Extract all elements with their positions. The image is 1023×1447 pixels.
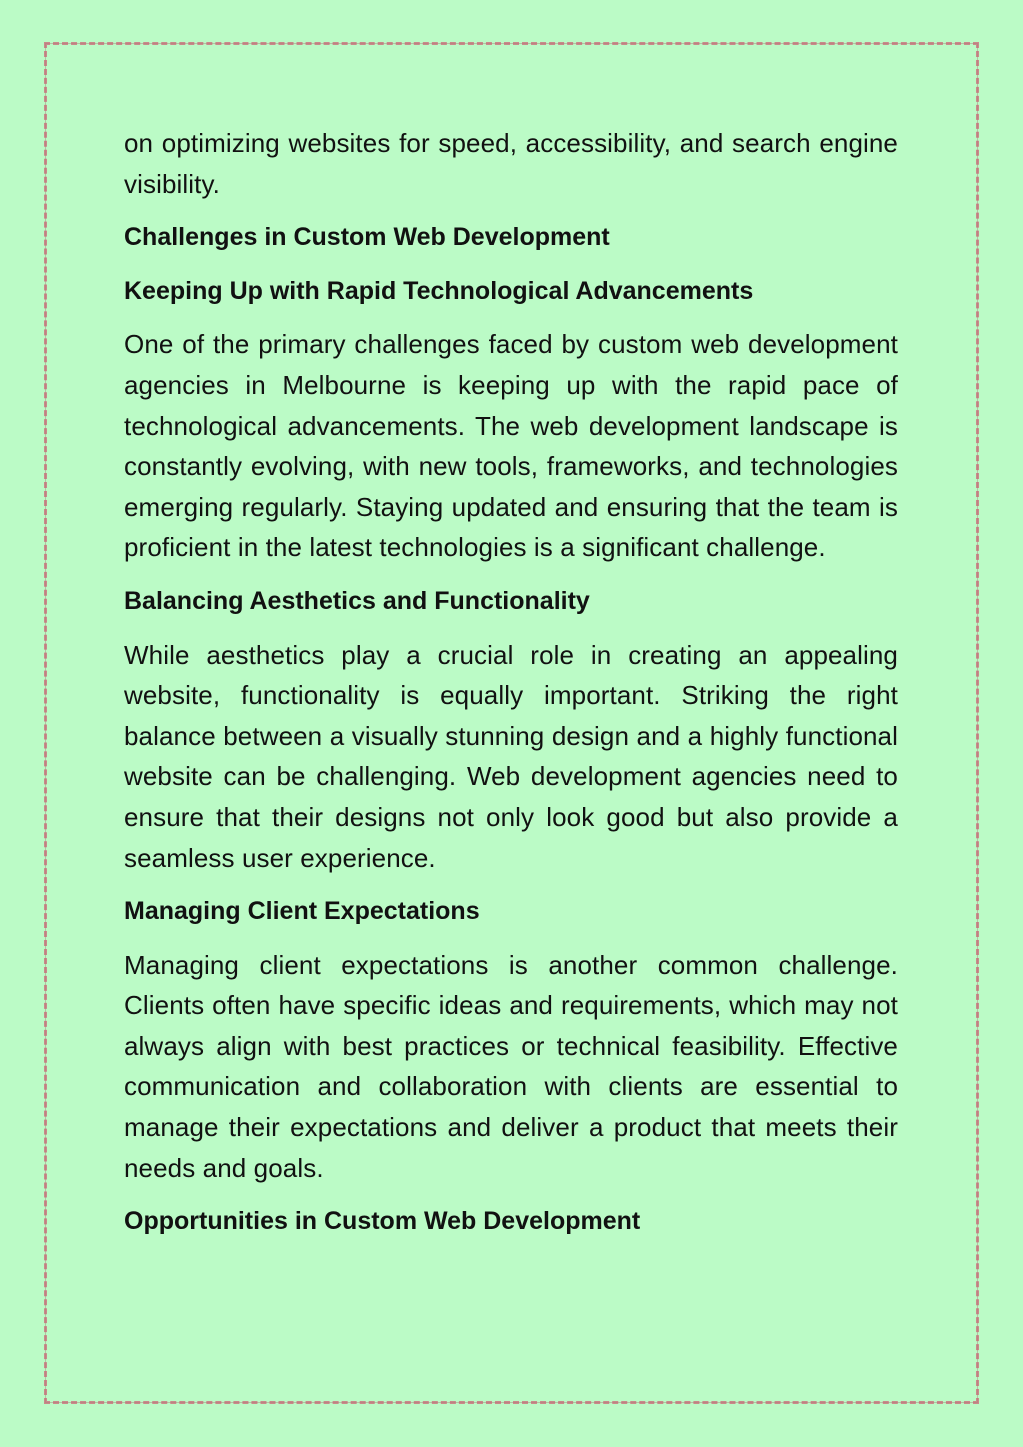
- section-heading-challenges: Challenges in Custom Web Development: [124, 223, 610, 252]
- paragraph-aesthetics-functionality: While aesthetics play a crucial role in creating an appealing website, functionality is equally important. Striking the right balance between a visually stunning design and a highly functional website can be challenging. Web development agencies need to ensure that their designs not only look good but also provide a seamless user experience.: [124, 639, 898, 873]
- subheading-aesthetics-functionality: Balancing Aesthetics and Functionality: [124, 586, 590, 615]
- subheading-client-expectations: Managing Client Expectations: [124, 897, 480, 926]
- section-heading-opportunities: Opportunities in Custom Web Development: [124, 1207, 641, 1236]
- document-body: [124, 123, 898, 1255]
- subheading-technological-advancements: Keeping Up with Rapid Technological Advancements: [124, 276, 754, 305]
- intro-paragraph-continuation: on optimizing websites for speed, accessibility, and search engine visibility.: [124, 128, 898, 199]
- paragraph-technological-advancements: One of the primary challenges faced by custom web development agencies in Melbourne is keeping up with the rapid pace of technological advancements. The web development landscape is constantly evolving, with new tools, frameworks, and technologies emerging regularly. Staying updated and ensuring that the team is proficient in the latest technologies is a significant challenge.: [124, 329, 898, 563]
- paragraph-client-expectations: Managing client expectations is another common challenge. Clients often have specific ideas and requirements, which may not always align with best practices or technical feasibility. Effective communication and collaboration with clients are essential to manage their expectations and deliver a product that meets their needs and goals.: [124, 949, 898, 1183]
